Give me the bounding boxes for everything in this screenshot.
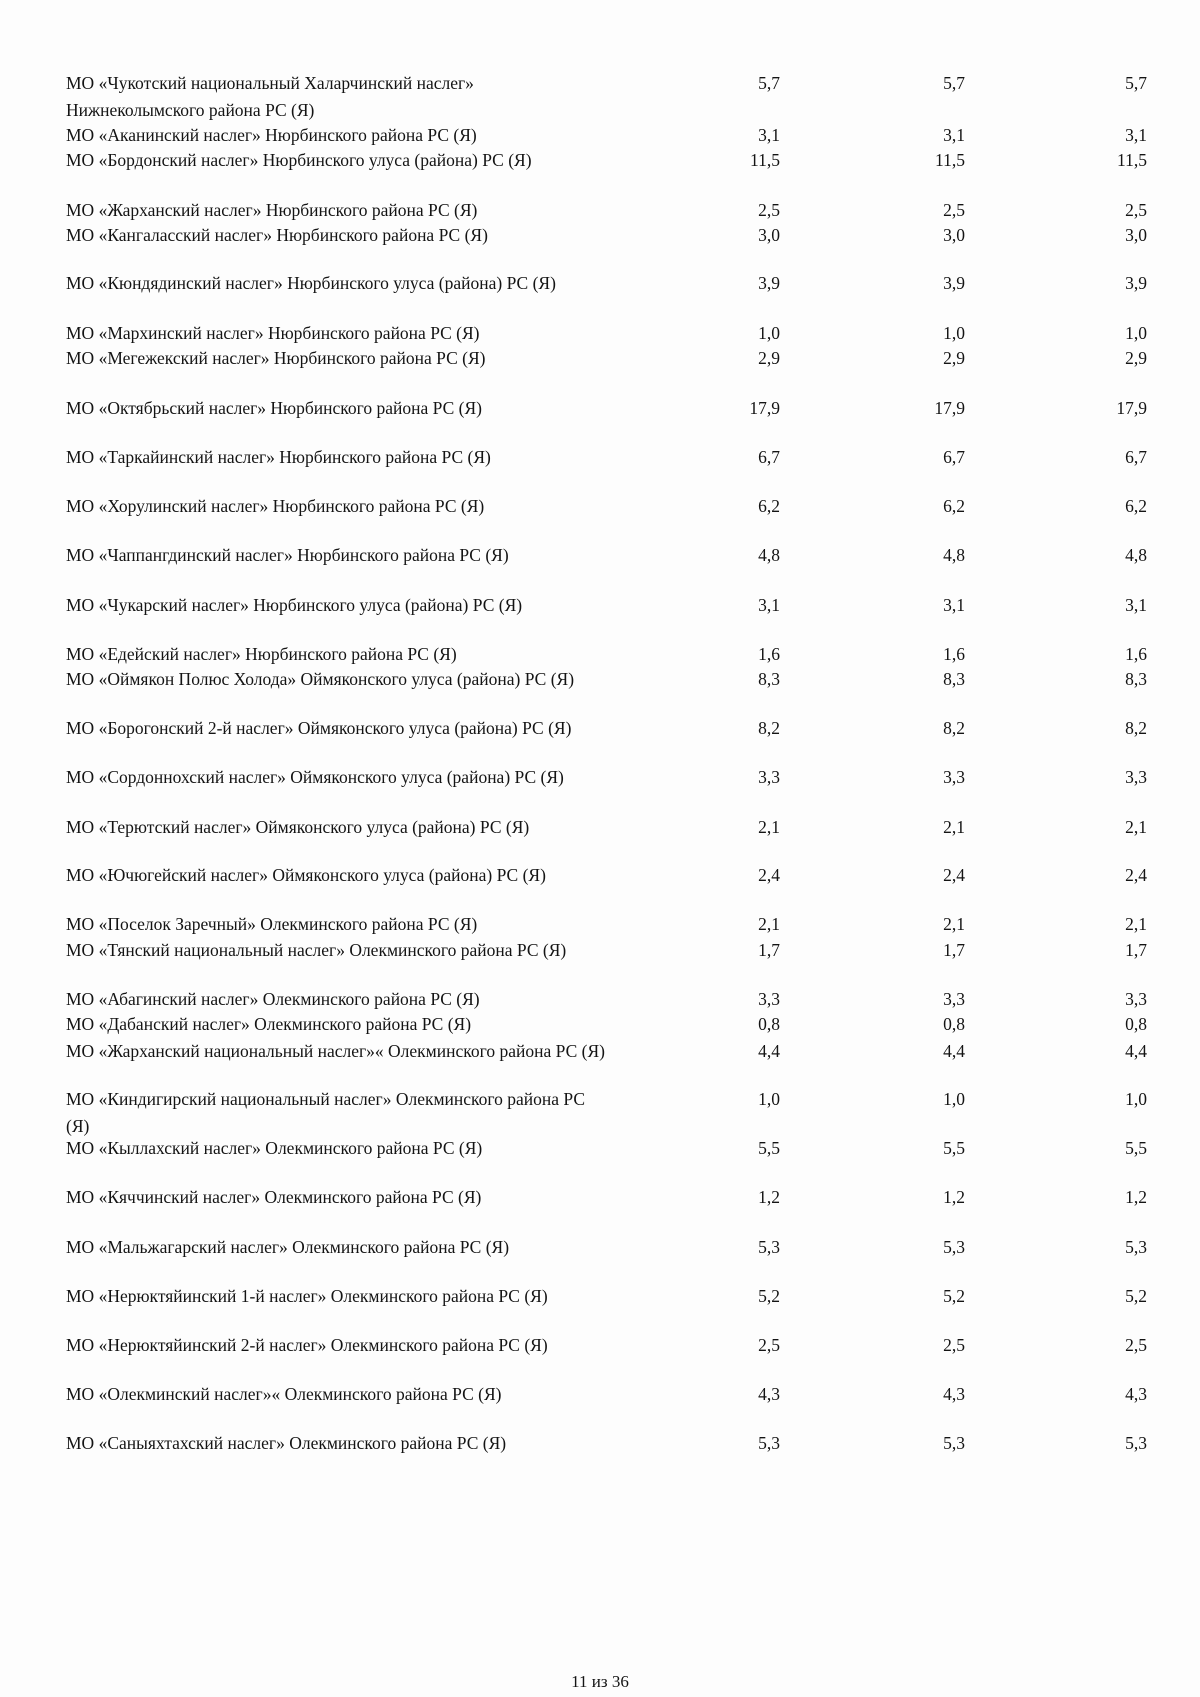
municipality-name: МО «Чукотский национальный Халарчинский наслег» Нижнеколымского района РС (Я) <box>66 73 474 120</box>
value-cell-3: 1,6 <box>1125 644 1147 664</box>
value-cell-3: 2,1 <box>1125 817 1147 837</box>
value-cell-3: 6,2 <box>1125 496 1147 516</box>
value-cell-3: 5,2 <box>1125 1286 1147 1306</box>
value-cell-2: 1,0 <box>943 1089 965 1109</box>
value-cell-1: 5,3 <box>758 1237 780 1257</box>
municipality-name: МО «Оймякон Полюс Холода» Оймяконского улуса (района) РС (Я) <box>66 669 575 689</box>
value-cell-1: 2,5 <box>758 200 780 220</box>
value-cell-1: 3,9 <box>758 273 780 293</box>
value-cell-3: 3,0 <box>1125 225 1147 245</box>
value-cell-1: 11,5 <box>750 150 780 170</box>
municipality-name: МО «Кяччинский наслег» Олекминского района РС (Я) <box>66 1187 482 1207</box>
value-cell-3: 4,3 <box>1125 1384 1147 1404</box>
value-cell-3: 8,3 <box>1125 669 1147 689</box>
municipality-name: МО «Олекминский наслег»« Олекминского района РС (Я) <box>66 1384 502 1404</box>
value-cell-2: 1,2 <box>943 1187 965 1207</box>
municipality-name: МО «Сордоннохский наслег» Оймяконского улуса (района) РС (Я) <box>66 767 564 787</box>
value-cell-1: 2,1 <box>758 817 780 837</box>
municipality-name: МО «Поселок Заречный» Олекминского района РС (Я) <box>66 914 478 934</box>
municipality-name: МО «Бордонский наслег» Нюрбинского улуса (района) РС (Я) <box>66 150 532 170</box>
value-cell-3: 5,7 <box>1125 73 1147 93</box>
municipality-name: МО «Чаппангдинский наслег» Нюрбинского района РС (Я) <box>66 545 509 565</box>
value-cell-1: 2,1 <box>758 914 780 934</box>
value-cell-3: 17,9 <box>1116 398 1147 418</box>
value-cell-1: 6,7 <box>758 447 780 467</box>
value-cell-2: 5,7 <box>943 73 965 93</box>
municipality-name: МО «Аканинский наслег» Нюрбинского района РС (Я) <box>66 125 477 145</box>
municipality-name: МО «Едейский наслег» Нюрбинского района РС (Я) <box>66 644 457 664</box>
value-cell-1: 3,1 <box>758 125 780 145</box>
value-cell-3: 0,8 <box>1125 1014 1147 1034</box>
value-cell-3: 4,4 <box>1125 1041 1147 1061</box>
municipality-name: МО «Киндигирский национальный наслег» Олекминского района РС (Я) <box>66 1089 586 1136</box>
value-cell-3: 3,9 <box>1125 273 1147 293</box>
value-cell-1: 1,6 <box>758 644 780 664</box>
municipality-name: МО «Октябрьский наслег» Нюрбинского района РС (Я) <box>66 398 482 418</box>
value-cell-1: 1,0 <box>758 1089 780 1109</box>
value-cell-2: 2,1 <box>943 817 965 837</box>
value-cell-3: 5,3 <box>1125 1433 1147 1453</box>
value-cell-2: 2,5 <box>943 1335 965 1355</box>
municipality-name: МО «Нерюктяйинский 2-й наслег» Олекминского района РС (Я) <box>66 1335 548 1355</box>
value-cell-2: 3,9 <box>943 273 965 293</box>
page-number: 11 из 36 <box>571 1672 629 1691</box>
value-cell-3: 8,2 <box>1125 718 1147 738</box>
value-cell-2: 3,1 <box>943 125 965 145</box>
value-cell-1: 3,3 <box>758 767 780 787</box>
value-cell-2: 1,7 <box>943 940 965 960</box>
value-cell-2: 8,2 <box>943 718 965 738</box>
value-cell-2: 5,5 <box>943 1138 965 1158</box>
value-cell-1: 1,2 <box>758 1187 780 1207</box>
value-cell-1: 2,5 <box>758 1335 780 1355</box>
value-cell-3: 3,1 <box>1125 595 1147 615</box>
value-cell-1: 5,3 <box>758 1433 780 1453</box>
value-cell-1: 1,0 <box>758 323 780 343</box>
value-cell-1: 0,8 <box>758 1014 780 1034</box>
value-cell-3: 3,3 <box>1125 989 1147 1009</box>
value-cell-3: 3,3 <box>1125 767 1147 787</box>
value-cell-3: 11,5 <box>1117 150 1147 170</box>
municipality-name: МО «Кангаласский наслег» Нюрбинского района РС (Я) <box>66 225 488 245</box>
value-cell-3: 2,5 <box>1125 200 1147 220</box>
value-cell-3: 4,8 <box>1125 545 1147 565</box>
value-cell-2: 1,0 <box>943 323 965 343</box>
value-cell-1: 5,7 <box>758 73 780 93</box>
value-cell-3: 5,5 <box>1125 1138 1147 1158</box>
municipality-name: МО «Кюндядинский наслег» Нюрбинского улуса (района) РС (Я) <box>66 273 556 293</box>
value-cell-1: 4,4 <box>758 1041 780 1061</box>
value-cell-3: 1,0 <box>1125 1089 1147 1109</box>
value-cell-1: 2,9 <box>758 348 780 368</box>
municipality-name: МО «Абагинский наслег» Олекминского района РС (Я) <box>66 989 480 1009</box>
value-cell-3: 2,1 <box>1125 914 1147 934</box>
value-cell-2: 4,4 <box>943 1041 965 1061</box>
value-cell-3: 5,3 <box>1125 1237 1147 1257</box>
value-cell-3: 2,4 <box>1125 865 1147 885</box>
value-cell-1: 8,3 <box>758 669 780 689</box>
value-cell-2: 3,3 <box>943 767 965 787</box>
municipality-name: МО «Таркайинский наслег» Нюрбинского района РС (Я) <box>66 447 491 467</box>
value-cell-1: 8,2 <box>758 718 780 738</box>
municipality-name: МО «Дабанский наслег» Олекминского района РС (Я) <box>66 1014 472 1034</box>
value-cell-2: 5,3 <box>943 1237 965 1257</box>
municipality-name: МО «Мальжагарский наслег» Олекминского района РС (Я) <box>66 1237 510 1257</box>
value-cell-2: 4,8 <box>943 545 965 565</box>
value-cell-1: 4,3 <box>758 1384 780 1404</box>
municipality-name: МО «Саныяхтахский наслег» Олекминского района РС (Я) <box>66 1433 507 1453</box>
municipality-name: МО «Мархинский наслег» Нюрбинского района РС (Я) <box>66 323 480 343</box>
value-cell-2: 2,5 <box>943 200 965 220</box>
municipality-name: МО «Хорулинский наслег» Нюрбинского района РС (Я) <box>66 496 485 516</box>
value-cell-2: 11,5 <box>935 150 965 170</box>
value-cell-1: 17,9 <box>749 398 780 418</box>
municipality-name: МО «Жарханский наслег» Нюрбинского района РС (Я) <box>66 200 478 220</box>
municipality-name: МО «Жарханский национальный наслег»« Олекминского района РС (Я) <box>66 1041 605 1061</box>
value-cell-2: 1,6 <box>943 644 965 664</box>
value-cell-1: 5,2 <box>758 1286 780 1306</box>
value-cell-3: 1,2 <box>1125 1187 1147 1207</box>
value-cell-3: 2,5 <box>1125 1335 1147 1355</box>
value-cell-1: 3,0 <box>758 225 780 245</box>
municipality-name: МО «Чукарский наслег» Нюрбинского улуса (района) РС (Я) <box>66 595 523 615</box>
value-cell-2: 0,8 <box>943 1014 965 1034</box>
value-cell-2: 17,9 <box>934 398 965 418</box>
municipality-name: МО «Ючюгейский наслег» Оймяконского улуса (района) РС (Я) <box>66 865 546 885</box>
value-cell-3: 1,0 <box>1125 323 1147 343</box>
value-cell-2: 5,2 <box>943 1286 965 1306</box>
value-cell-1: 4,8 <box>758 545 780 565</box>
value-cell-2: 2,9 <box>943 348 965 368</box>
value-cell-2: 6,2 <box>943 496 965 516</box>
municipality-name: МО «Кыллахский наслег» Олекминского района РС (Я) <box>66 1138 483 1158</box>
value-cell-2: 3,0 <box>943 225 965 245</box>
value-cell-1: 3,1 <box>758 595 780 615</box>
value-cell-2: 5,3 <box>943 1433 965 1453</box>
value-cell-2: 4,3 <box>943 1384 965 1404</box>
value-cell-2: 8,3 <box>943 669 965 689</box>
value-cell-1: 3,3 <box>758 989 780 1009</box>
value-cell-1: 5,5 <box>758 1138 780 1158</box>
municipality-name: МО «Борогонский 2-й наслег» Оймяконского улуса (района) РС (Я) <box>66 718 572 738</box>
value-cell-2: 3,1 <box>943 595 965 615</box>
value-cell-2: 2,1 <box>943 914 965 934</box>
value-cell-3: 1,7 <box>1125 940 1147 960</box>
value-cell-3: 6,7 <box>1125 447 1147 467</box>
value-cell-3: 3,1 <box>1125 125 1147 145</box>
value-cell-1: 1,7 <box>758 940 780 960</box>
value-cell-2: 2,4 <box>943 865 965 885</box>
value-cell-2: 6,7 <box>943 447 965 467</box>
municipality-name: МО «Тянский национальный наслег» Олекминского района РС (Я) <box>66 940 567 960</box>
value-cell-3: 2,9 <box>1125 348 1147 368</box>
municipality-name: МО «Нерюктяйинский 1-й наслег» Олекминского района РС (Я) <box>66 1286 548 1306</box>
value-cell-2: 3,3 <box>943 989 965 1009</box>
value-cell-1: 2,4 <box>758 865 780 885</box>
value-cell-1: 6,2 <box>758 496 780 516</box>
municipality-name: МО «Мегежекский наслег» Нюрбинского района РС (Я) <box>66 348 486 368</box>
municipality-name: МО «Терютский наслег» Оймяконского улуса (района) РС (Я) <box>66 817 530 837</box>
